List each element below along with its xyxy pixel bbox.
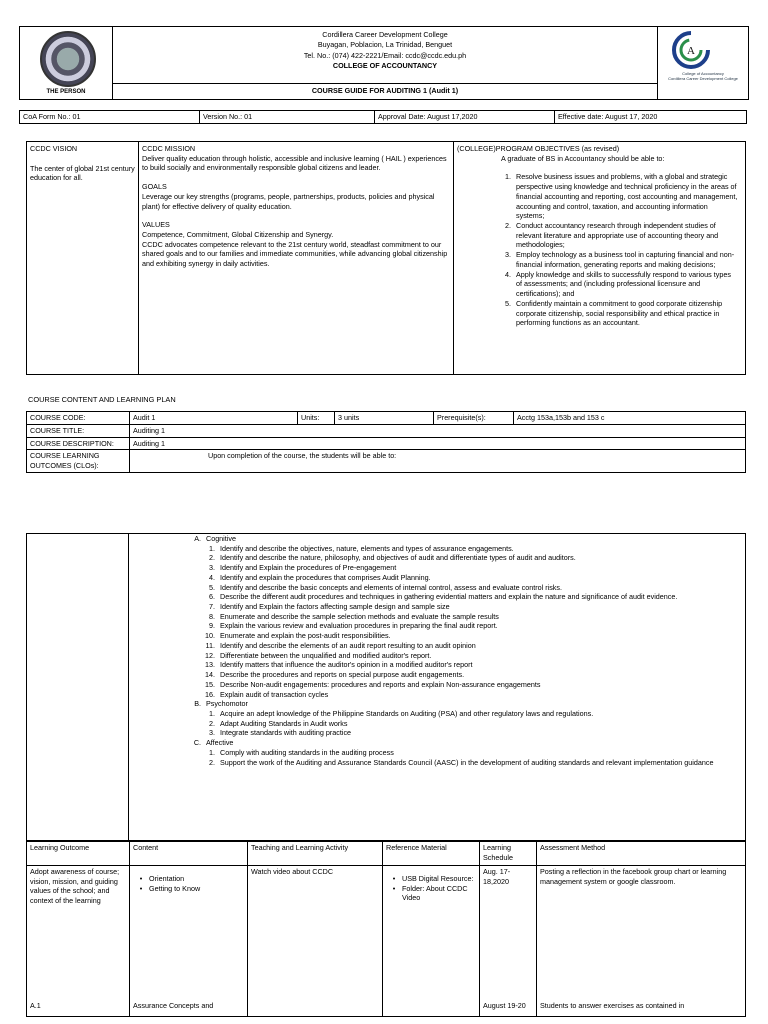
clo-label: COURSE LEARNING OUTCOMES (CLOs):: [27, 450, 130, 472]
affective-list: [189, 748, 742, 767]
course-description: Auditing 1: [130, 437, 746, 450]
objectives-title: (COLLEGE)PROGRAM OBJECTIVES (as revised): [457, 144, 620, 153]
college-address: Buyagan, Poblacion, La Trinidad, Benguet: [317, 40, 453, 50]
content-item: • Orientation: [139, 874, 185, 883]
effective-date: Effective date: August 17, 2020: [555, 111, 747, 124]
college-seal-icon: [40, 31, 96, 87]
svg-text:A: A: [687, 45, 695, 57]
objectives-cell: [454, 142, 746, 375]
course-desc-label: COURSE DESCRIPTION:: [27, 437, 130, 450]
logo-cell: [658, 27, 749, 100]
clo-group-affective: C. Affective: [193, 738, 234, 748]
plan-header-activity: Teaching and Learning Activity: [248, 842, 383, 866]
plan-schedule-next: August 19-20: [483, 1001, 526, 1011]
prereq-value: Acctg 153a,153b and 153 c: [514, 412, 746, 425]
values-title: VALUES: [142, 220, 170, 230]
clo-item: 13. Identify matters that influence the auditor's opinion in a modified auditor's report: [205, 660, 473, 670]
psychomotor-list: [189, 709, 742, 738]
clo-item: 8. Enumerate and describe the sample selection methods and evaluate the sample results: [209, 611, 499, 621]
clo-item: 6. Describe the different audit procedures and techniques in gathering evidential matters and explain the nature and significance of audit evidence.: [209, 592, 678, 602]
plan-activity-cell: [248, 866, 383, 1017]
objective-item: 3. Employ technology as a business tool in capturing financial and non-financial information, generating reports and making decisions;: [505, 250, 735, 269]
plan-header-content: Content: [130, 842, 248, 866]
clo-item: 10. Enumerate and explain the post-audit responsibilities.: [205, 631, 391, 641]
plan-content-next: Assurance Concepts and: [133, 1001, 214, 1011]
course-info-table: [26, 411, 746, 473]
vision-mission-table: [26, 141, 746, 375]
objectives-list: [457, 172, 742, 328]
clo-item: 5. Identify and describe the basic concepts and elements of internal control, assess and evaluate control risks.: [209, 582, 562, 592]
plan-header-assessment: Assessment Method: [537, 842, 746, 866]
objective-item: 2. Conduct accountancy research through independent studies of relevant literature and appropriate use of accounting theory and methodologies;: [505, 221, 719, 250]
clo-item: 2. Support the work of the Auditing and Assurance Standards Council (AASC) in the development of auditing standards and relevant implementation guidance: [209, 757, 714, 767]
vision-text: The center of global 21st century education for all.: [30, 163, 135, 183]
course-title: Auditing 1: [130, 425, 746, 438]
plan-header-reference: Reference Material: [383, 842, 480, 866]
clo-item: 3. Identify and Explain the procedures of Pre-engagement: [209, 563, 397, 573]
objective-item: 5. Confidently maintain a commitment to good corporate citizenship corporate citizenship, social responsibility and ethical practice in performing functions as an accountant.: [505, 298, 723, 328]
seal-cell: [20, 27, 113, 100]
clo-item: 1. Identify and describe the objectives, nature, elements and types of assurance engagements.: [209, 543, 514, 553]
plan-activity-text: Watch video about CCDC: [251, 867, 334, 876]
vision-title: CCDC VISION: [30, 144, 78, 153]
clo-group-cognitive: A. Cognitive: [194, 534, 236, 543]
plan-outcome-next: A.1: [30, 1001, 41, 1011]
plan-header-outcome: Learning Outcome: [27, 842, 130, 866]
accountancy-logo-icon: [671, 30, 711, 70]
clo-item: 4. Identify and explain the procedures that comprises Audit Planning.: [209, 572, 431, 582]
reference-item: • Folder: About CCDC Video: [392, 883, 468, 903]
mission-text: Deliver quality education through holistic, accessible and inclusive learning ( HAIL ) experiences to build socially and environmentally responsible global citizens and leader.: [142, 153, 447, 173]
logo-caption-1: College of Accountancy: [682, 71, 724, 76]
goals-title: GOALS: [142, 182, 167, 192]
mission-cell: [139, 142, 454, 375]
values-description: CCDC advocates competence relevant to the 21st century world, steadfast commitment to our shared goals and to our families and immediate communities, while advancing global citizenship and exhibiting synergy in daily activities.: [142, 239, 448, 269]
plan-outcome-text: Adopt awareness of course; vision, mission, and guiding values of the school; and context of the learning: [30, 867, 120, 906]
form-info-row: [19, 110, 747, 124]
course-code-label: COURSE CODE:: [27, 412, 130, 425]
values-text: Competence, Commitment, Global Citizenship and Synergy.: [142, 230, 334, 240]
version-number: Version No.: 01: [200, 111, 375, 124]
header-center: [113, 27, 658, 84]
plan-content-cell: [130, 866, 248, 1017]
clo-table: [26, 533, 746, 841]
plan-schedule-text: Aug. 17-18,2020: [483, 867, 511, 886]
plan-assessment-cell: [537, 866, 746, 1017]
clo-group-psychomotor: B. Psychomotor: [194, 699, 248, 709]
content-item: • Getting to Know: [139, 883, 201, 893]
clo-item: 9. Explain the various review and evaluation procedures in preparing the final audit report.: [209, 621, 498, 631]
course-title-label: COURSE TITLE:: [27, 425, 130, 438]
clo-item: 1. Acquire an adept knowledge of the Philippine Standards on Auditing (PSA) and other regulatory laws and regulations.: [209, 708, 594, 718]
vision-cell: [27, 142, 139, 375]
clo-item: 7. Identify and Explain the factors affecting sample design and sample size: [209, 602, 450, 612]
department-name: COLLEGE OF ACCOUNTANCY: [332, 61, 438, 71]
section-title: COURSE CONTENT AND LEARNING PLAN: [28, 395, 176, 404]
prereq-label: Prerequisite(s):: [434, 412, 514, 425]
clo-item: 1. Comply with auditing standards in the auditing process: [209, 747, 394, 757]
college-contact: Tel. No.: (074) 422-2221/Email: ccdc@ccdc.edu.ph: [303, 50, 467, 60]
clo-item: 14. Describe the procedures and reports on special purpose audit engagements.: [205, 670, 465, 680]
objectives-intro: A graduate of BS in Accountancy should be able to:: [501, 153, 665, 163]
reference-item: • USB Digital Resource:: [392, 874, 474, 883]
course-code: Audit 1: [130, 412, 298, 425]
clo-item: 12. Differentiate between the unqualified and modified auditor's report.: [205, 650, 432, 660]
clo-content: [129, 534, 746, 841]
clo-item: 15. Describe Non-audit engagements: procedures and reports and explain Non-assurance engagements: [205, 679, 541, 689]
form-number: CoA Form No.: 01: [20, 111, 200, 124]
plan-header-schedule: Learning Schedule: [480, 842, 537, 866]
logo-caption-2: Cordillera Career Development College: [668, 75, 738, 81]
approval-date: Approval Date: August 17,2020: [375, 111, 555, 124]
goals-text: Leverage our key strengths (programs, people, partnerships, products, policies and physical plant) for effective delivery of quality education.: [142, 191, 435, 211]
plan-assessment-text: Posting a reflection in the facebook group chart or learning management system or google classroom.: [540, 867, 727, 886]
units-value: 3 units: [335, 412, 434, 425]
units-label: Units:: [298, 412, 335, 425]
course-guide-title: COURSE GUIDE FOR AUDITING 1 (Audit 1): [113, 83, 658, 99]
seal-caption: THE PERSON: [46, 89, 86, 95]
header-table: [19, 26, 749, 100]
learning-plan-table: [26, 841, 746, 1017]
plan-reference-cell: [383, 866, 480, 1017]
clo-item: 11. Identify and describe the elements of an audit report resulting to an audit opinion: [205, 640, 476, 650]
clo-item: 16. Explain audit of transaction cycles: [205, 689, 329, 699]
plan-outcome-cell: [27, 866, 130, 1017]
plan-schedule-cell: [480, 866, 537, 1017]
mission-title: CCDC MISSION: [142, 144, 196, 153]
clo-item: 2. Adapt Auditing Standards in Audit works: [209, 718, 348, 728]
objective-item: 4. Apply knowledge and skills to successfully respond to various types of assessments; and (including professional licensure and certifications); and: [505, 269, 731, 299]
plan-assessment-next: Students to answer exercises as contained in: [540, 1001, 685, 1011]
clo-item: 3. Integrate standards with auditing practice: [209, 728, 352, 738]
objective-item: 1. Resolve business issues and problems, with a global and strategic perspective using knowledge and technical proficiency in the areas of financial accounting and reporting, cost accounting and management, accounting and control, taxation, and accounting information systems;: [505, 172, 738, 221]
cognitive-list: [189, 544, 742, 700]
college-name: Cordillera Career Development College: [322, 30, 448, 39]
clo-intro: Upon completion of the course, the students will be able to:: [130, 450, 746, 472]
clo-item: 2. Identify and describe the nature, philosophy, and objectives of audit and differentiate types of audit and auditors.: [209, 553, 576, 563]
